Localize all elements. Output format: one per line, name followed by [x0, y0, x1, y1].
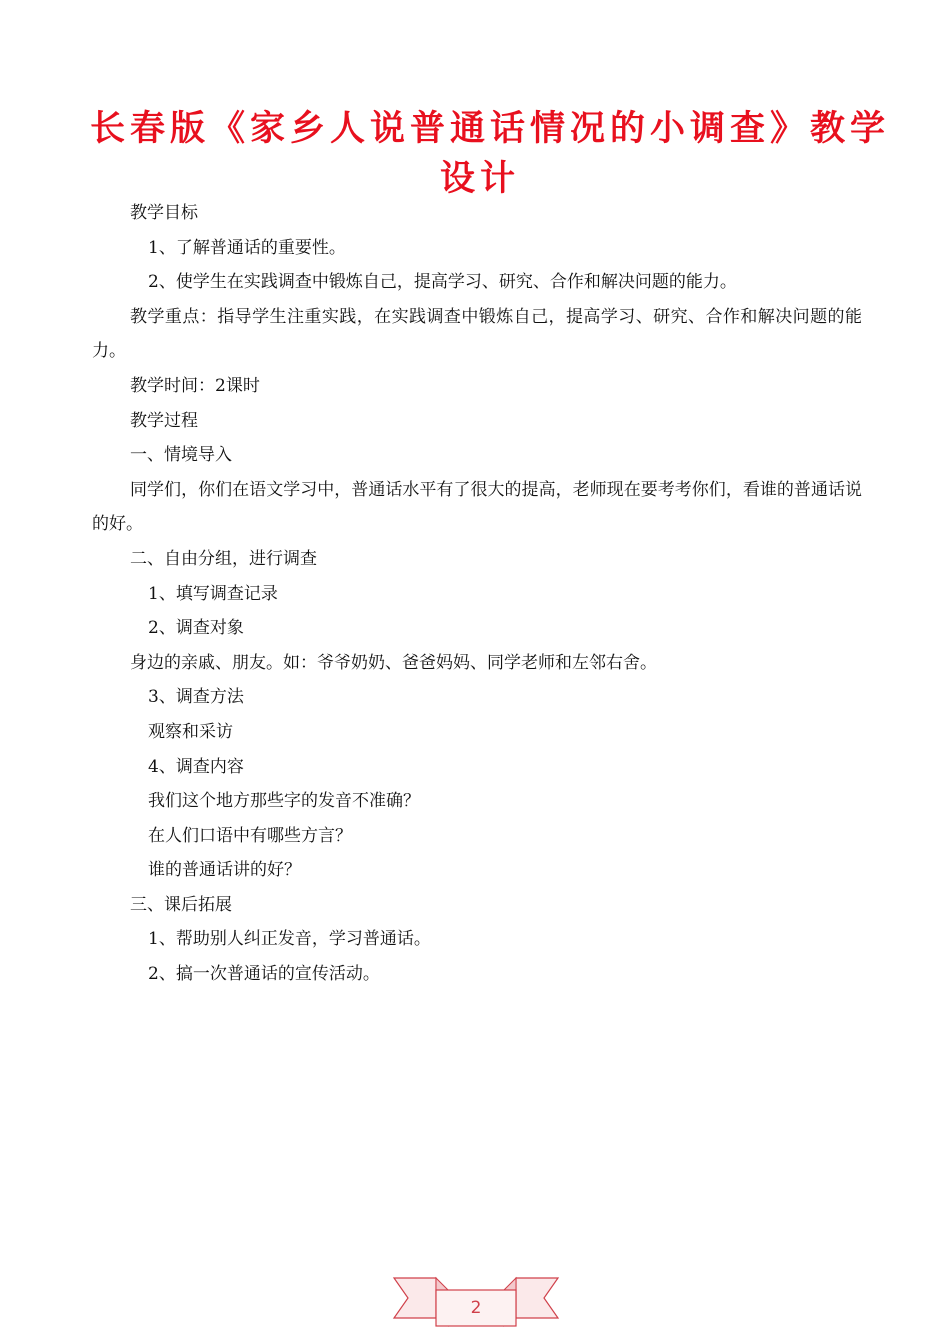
- title-line-2: 设计: [439, 159, 520, 199]
- paragraph: 教学时间：2课时: [130, 375, 260, 396]
- paragraph: 3、调查方法: [148, 687, 244, 708]
- paragraph: 在人们口语中有哪些方言？: [148, 825, 352, 846]
- paragraph: 1、了解普通话的重要性。: [148, 237, 346, 258]
- paragraph: 4、调查内容: [148, 756, 244, 777]
- paragraph: 1、填写调查记录: [148, 583, 278, 604]
- paragraph: 1、帮助别人纠正发音，学习普通话。: [148, 929, 431, 950]
- document-title: [90, 104, 891, 204]
- paragraph: 同学们，你们在语文学习中，普通话水平有了很大的提高，老师现在要考考你们，看谁的普通话说的好。: [92, 479, 862, 535]
- title-line-1: 长春版《家乡人说普通话情况的小调查》教学: [90, 109, 891, 149]
- paragraph: 观察和采访: [148, 721, 233, 742]
- paragraph: 一、情境导入: [130, 445, 232, 466]
- paragraph: 2、调查对象: [148, 618, 244, 639]
- paragraph: 二、自由分组，进行调查: [130, 548, 317, 569]
- page-number: 2: [470, 1298, 482, 1318]
- paragraph: 教学目标: [130, 203, 198, 223]
- document-body: [92, 196, 862, 992]
- paragraph: 谁的普通话讲的好？: [148, 860, 301, 881]
- paragraph: 教学重点：指导学生注重实践，在实践调查中锻炼自己，提高学习、研究、合作和解决问题的能力。: [92, 306, 862, 362]
- paragraph: 教学过程: [130, 410, 198, 431]
- paragraph: 身边的亲戚、朋友。如：爷爷奶奶、爸爸妈妈、同学老师和左邻右舍。: [130, 652, 657, 673]
- paragraph: 2、使学生在实践调查中锻炼自己，提高学习、研究、合作和解决问题的能力。: [148, 272, 737, 293]
- paragraph: 三、课后拓展: [130, 894, 232, 915]
- paragraph: 我们这个地方那些字的发音不准确？: [148, 791, 420, 812]
- paragraph: 2、搞一次普通话的宣传活动。: [148, 964, 380, 985]
- page-footer: [390, 1268, 562, 1332]
